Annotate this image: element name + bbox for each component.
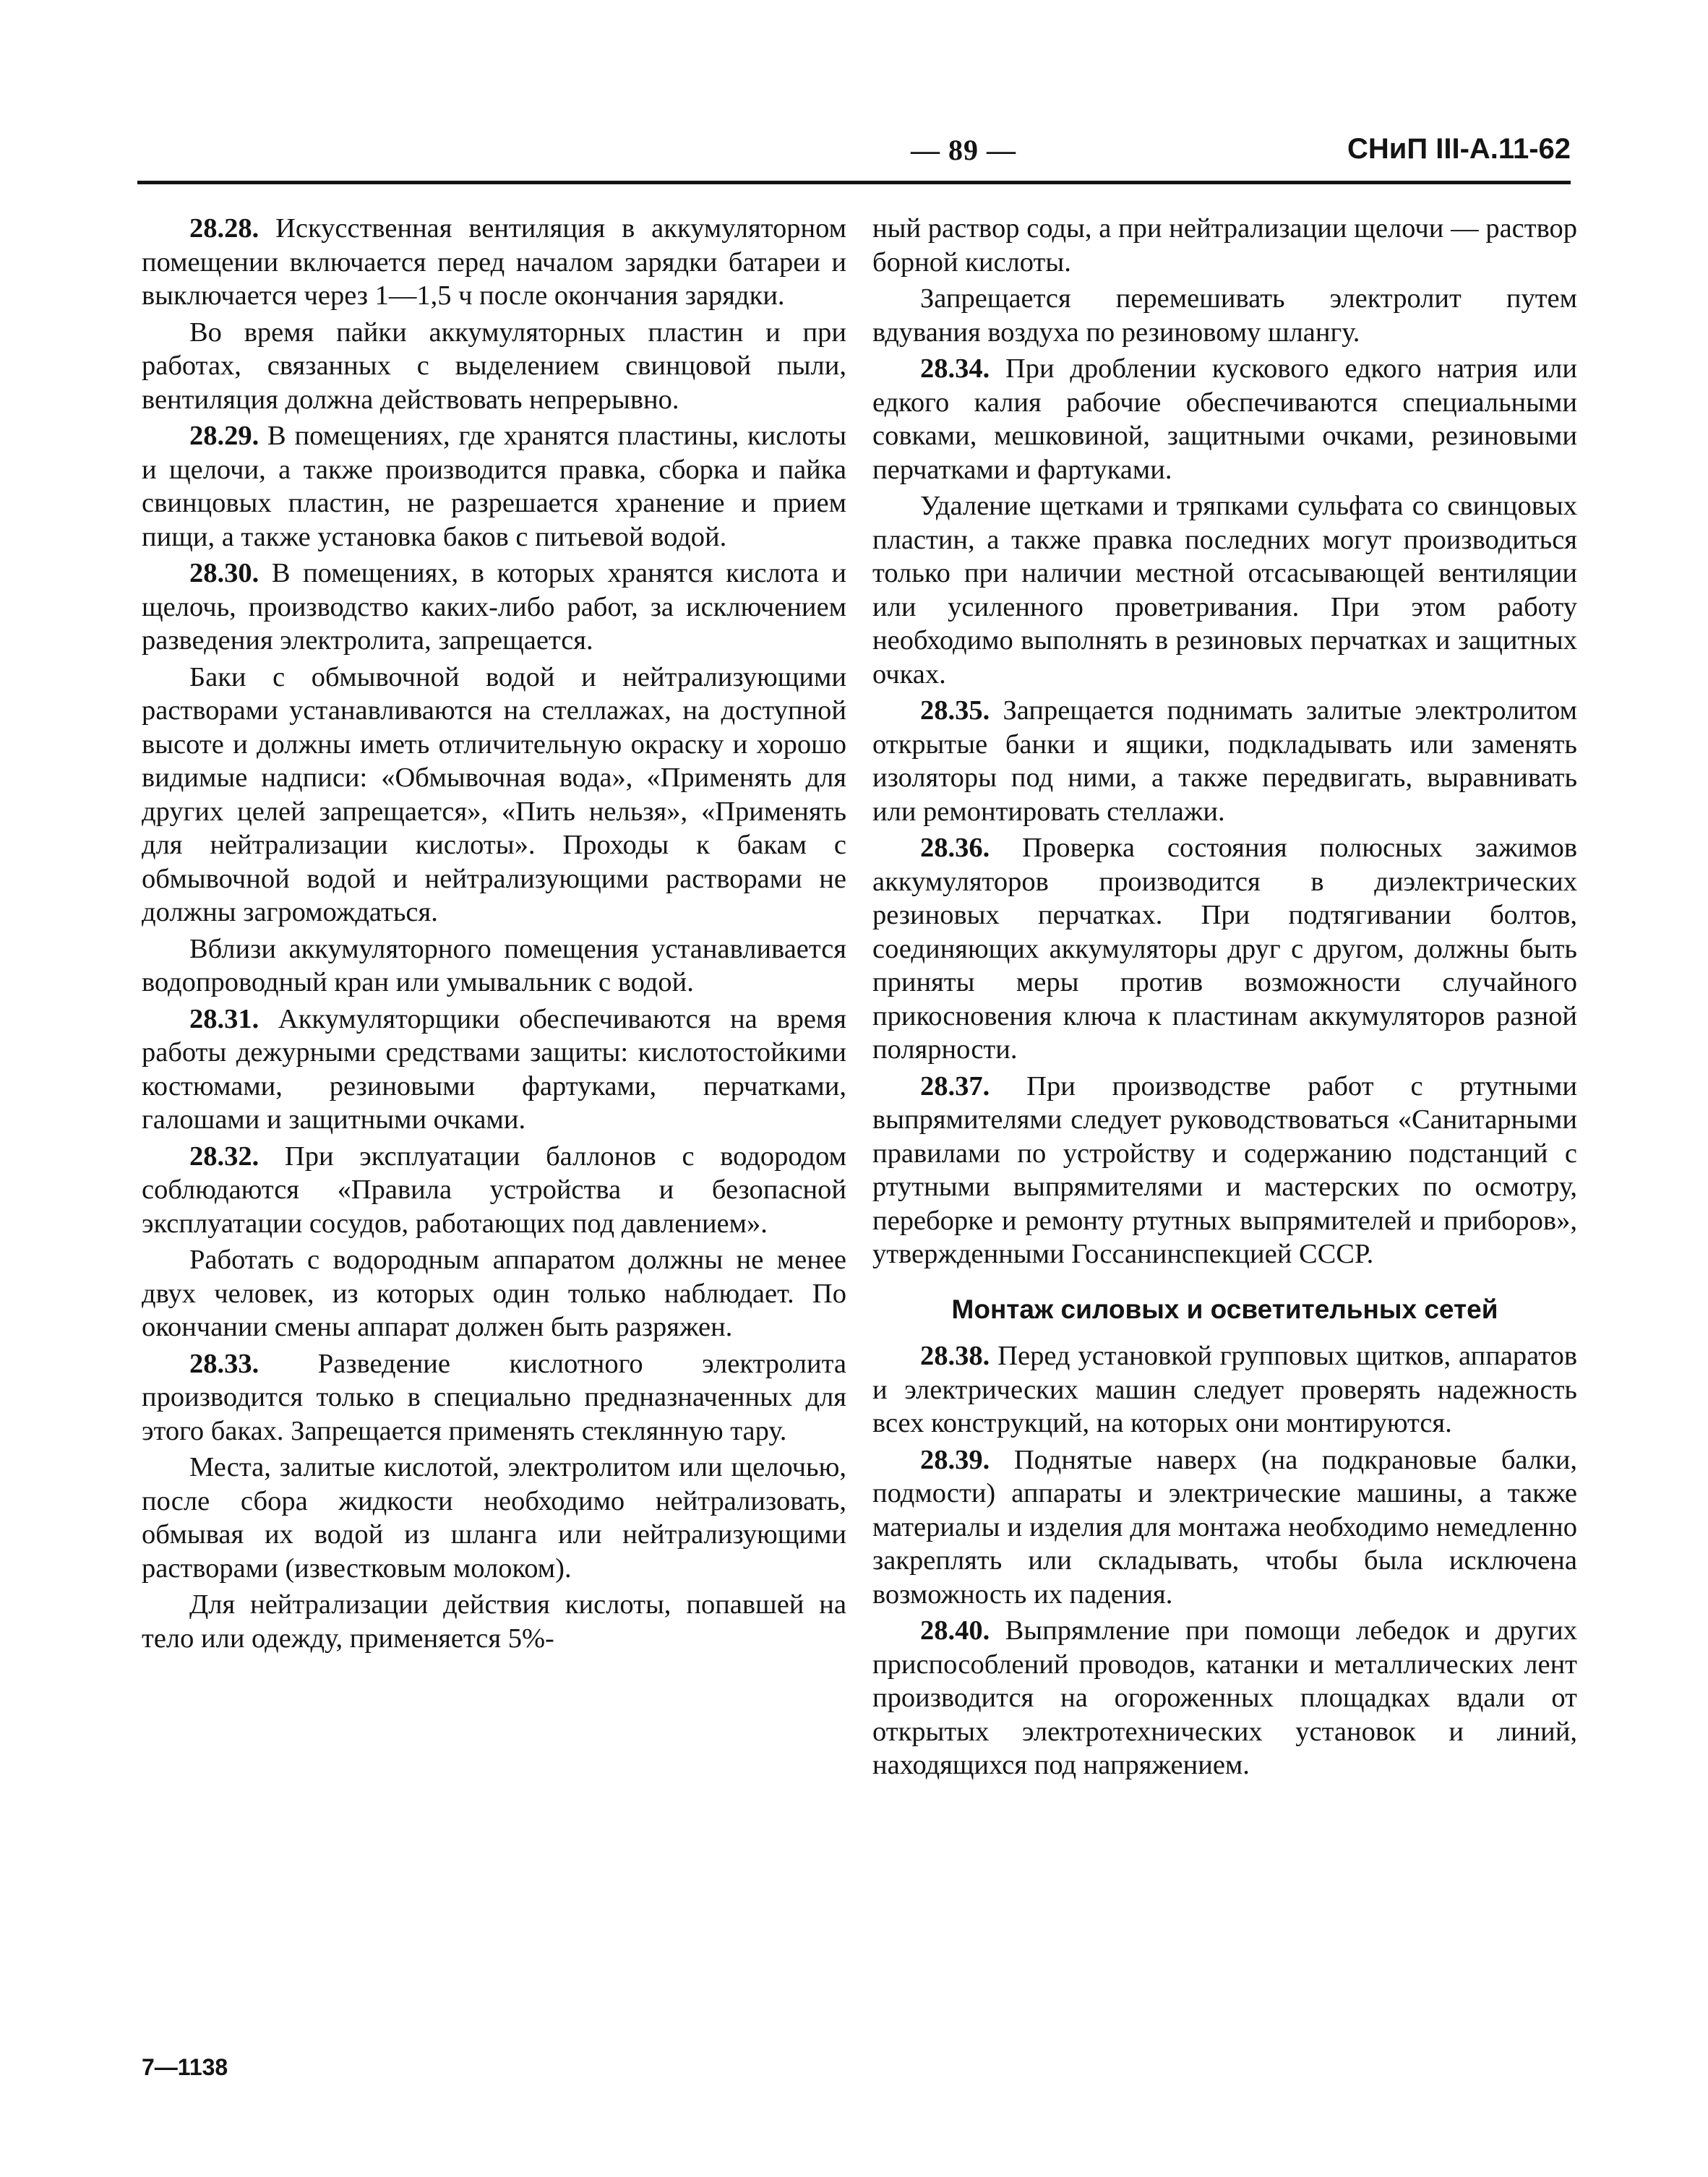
paragraph-text: Для нейтрализации действия кислоты, попавшей на тело или одежду, применяется 5%- — [142, 1589, 846, 1654]
paragraph — [142, 212, 846, 313]
paragraph-text: Работать с водородным аппаратом должны не менее двух человек, из которых один только наблюдает. По окончании смены аппарат должен быть разряжен. — [142, 1245, 846, 1342]
paragraph — [872, 212, 1577, 279]
clause-number: 28.30. — [189, 558, 259, 588]
paragraph — [142, 661, 846, 929]
left-column — [142, 212, 846, 1658]
clause-number: 28.33. — [189, 1348, 259, 1379]
document-code: СНиП III-А.11-62 — [1347, 133, 1571, 165]
paragraph-text: При дроблении кускового едкого натрия или едкого калия рабочие обеспечиваются специальными совками, мешковиной, защитными очками, резиновыми перчатками и фартуками. — [872, 353, 1577, 485]
paragraph — [142, 557, 846, 658]
paragraph — [872, 352, 1577, 486]
clause-number: 28.40. — [920, 1615, 990, 1646]
paragraph — [872, 1443, 1577, 1612]
clause-number: 28.38. — [920, 1341, 990, 1371]
paragraph — [872, 1614, 1577, 1782]
clause-number: 28.39. — [920, 1444, 990, 1475]
paragraph — [872, 489, 1577, 691]
paragraph-text: В помещениях, где хранятся пластины, кислоты и щелочи, а также производится правка, сборка и пайка свинцовых пластин, не разрешается хранение и прием пищи, а также установка баков с питьевой водой. — [142, 421, 846, 552]
paragraph-text: Поднятые наверх (на подкрановые балки, подмости) аппараты и электрические машины, а также материалы и изделия для монтажа необходимо немедленно закреплять или складывать, чтобы была исключена возможность их падения. — [872, 1444, 1577, 1610]
paragraph-text: Баки с обмывочной водой и нейтрализующими растворами устанавливаются на стеллажах, на доступной высоте и должны иметь отличительную окраску и хорошо видимые надписи: «Обмывочная вода», «Применять для других целей запрещается», «Пить нельзя», «Применять для нейтрализации кислоты». Проходы к бакам с обмывочной водой и нейтрализующими растворами не должны загромождаться. — [142, 661, 846, 927]
paragraph — [142, 932, 846, 1000]
print-signature: 7—1138 — [142, 2054, 228, 2080]
paragraph — [872, 1070, 1577, 1271]
paragraph — [142, 316, 846, 417]
paragraph — [142, 1588, 846, 1655]
paragraph-text: Удаление щетками и тряпками сульфата со свинцовых пластин, а также правка последних могут производиться только при наличии местной отсасывающей вентиляции или усиленного проветривания. При этом работу необходимо выполнять в резиновых перчатках и защитных очках. — [872, 491, 1577, 690]
paragraph-text: Выпрямление при помощи лебедок и других приспособлений проводов, катанки и металлических лент производится на огороженных площадках вдали от открытых электротехнических установок и линий, находящихся под напряжением. — [872, 1615, 1577, 1780]
paragraph — [142, 1347, 846, 1448]
paragraph-text: Места, залитые кислотой, электролитом или щелочью, после сбора жидкости необходимо нейтрализовать, обмывая их водой из шланга или нейтрализующими растворами (известковым молоком). — [142, 1452, 846, 1584]
header-rule — [137, 181, 1571, 184]
section-title: Монтаж силовых и осветительных сетей — [951, 1294, 1498, 1324]
clause-number: 28.37. — [920, 1070, 990, 1102]
paragraph — [142, 1140, 846, 1241]
paragraph — [142, 1002, 846, 1137]
clause-number: 28.28. — [189, 213, 259, 244]
paragraph-text: Запрещается перемешивать электролит путем вдувания воздуха по резиновому шлангу. — [872, 283, 1577, 348]
paragraph — [872, 831, 1577, 1067]
right-column — [872, 212, 1577, 1785]
paragraph-text: Аккумуляторщики обеспечиваются на время работы дежурными средствами защиты: кислотостойкими костюмами, резиновыми фартуками, перчатками, галошами и защитными очками. — [142, 1003, 846, 1135]
paragraph-text: Вблизи аккумуляторного помещения устанавливается водопроводный кран или умывальник с водой. — [142, 933, 846, 997]
paragraph-text: Во время пайки аккумуляторных пластин и при работах, связанных с выделением свинцовой пыли, вентиляция должна действовать непрерывно. — [142, 317, 846, 415]
paragraph-text: Перед установкой групповых щитков, аппаратов и электрических машин следует проверять надежность всех конструкций, на которых они монтируются. — [872, 1341, 1577, 1438]
paragraph — [142, 1243, 846, 1344]
paragraph-text: В помещениях, в которых хранятся кислота и щелочь, производство каких-либо работ, за исключением разведения электролита, запрещается. — [142, 558, 846, 656]
page-header — [137, 133, 1571, 176]
paragraph-text: Разведение кислотного электролита производится только в специально предназначенных для этого баках. Запрещается применять стеклянную тару. — [142, 1348, 846, 1446]
clause-number: 28.32. — [189, 1141, 259, 1172]
paragraph-text: Проверка состояния полюсных зажимов аккумуляторов производится в диэлектрических резиновых перчатках. При подтягивании болтов, соединяющих аккумуляторы друг с другом, должны быть приняты меры против возможности случайного прикосновения ключа к пластинам аккумуляторов разной полярности. — [872, 833, 1577, 1065]
page-number: — 89 — — [911, 134, 1016, 166]
paragraph — [142, 1451, 846, 1585]
paragraph — [872, 282, 1577, 349]
paragraph-text: При эксплуатации баллонов с водородом соблюдаются «Правила устройства и безопасной эксплуатации сосудов, работающих под давлением». — [142, 1141, 846, 1239]
clause-number: 28.36. — [920, 833, 990, 863]
clause-number: 28.31. — [189, 1003, 259, 1034]
paragraph-text: При производстве работ с ртутными выпрямителями следует руководствоваться «Санитарными правилами по устройству и содержанию подстанций с ртутными выпрямителями и мастерских по осмотру, переборке и ремонту ртутных выпрямителей и приборов», утвержденными Госсанинспекцией СССР. — [872, 1070, 1577, 1269]
paragraph-text: Искусственная вентиляция в аккумуляторном помещении включается перед началом зарядки батареи и выключается через 1—1,5 ч после окончания зарядки. — [142, 213, 846, 311]
paragraph-text: ный раствор соды, а при нейтрализации щелочи — раствор борной кислоты. — [872, 213, 1577, 278]
paragraph — [142, 419, 846, 554]
paragraph — [872, 694, 1577, 828]
clause-number: 28.29. — [189, 421, 259, 451]
paragraph-text: Запрещается поднимать залитые электролитом открытые банки и ящики, подкладывать или заменять изоляторы под ними, а также передвигать, выравнивать или ремонтировать стеллажи. — [872, 695, 1577, 827]
paragraph — [872, 1339, 1577, 1440]
clause-number: 28.35. — [920, 695, 990, 726]
clause-number: 28.34. — [920, 353, 990, 384]
